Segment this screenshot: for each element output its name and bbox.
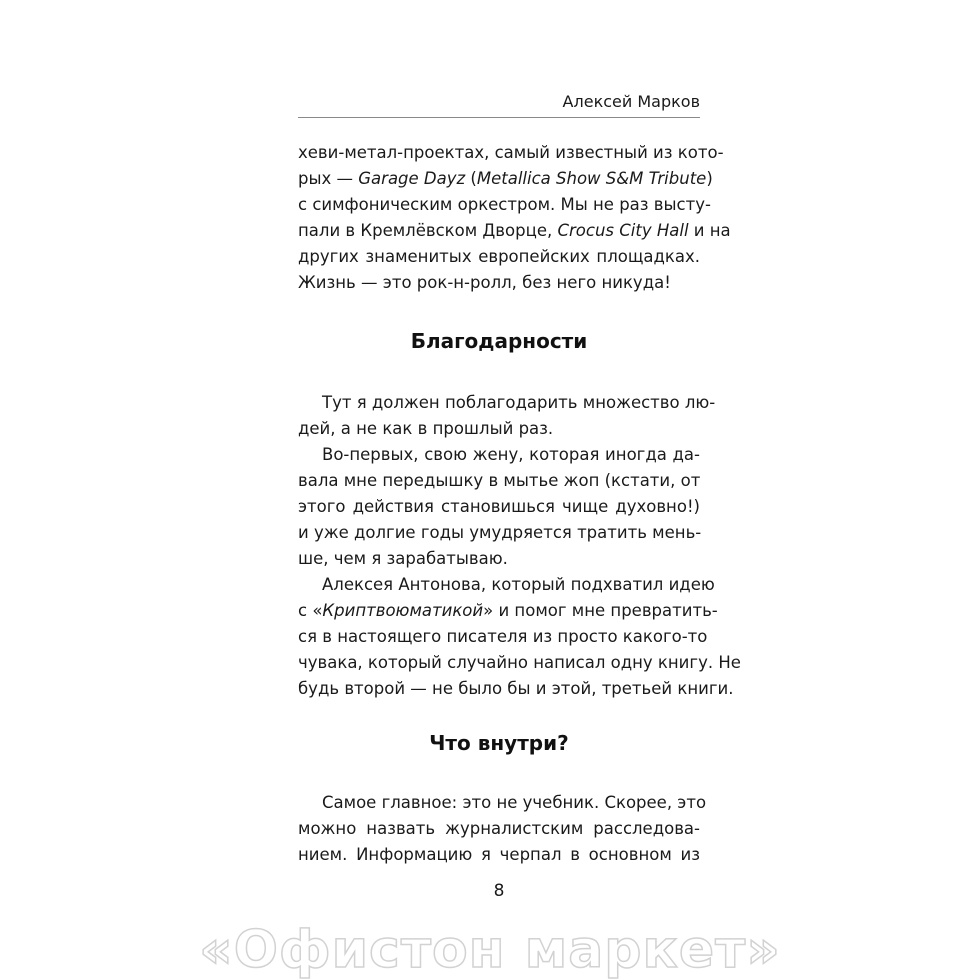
- text-line: вала мне передышку в мытье жоп (кстати, от: [298, 471, 701, 490]
- italic-title: Crocus City Hall: [557, 221, 689, 240]
- section-heading-inside: Что внутри?: [429, 731, 569, 755]
- italic-title: Garage Dayz: [358, 169, 466, 188]
- running-head: Алексей Марков: [562, 92, 700, 111]
- text-line: Тут я должен поблагодарить множество лю-: [322, 393, 716, 412]
- text-line: с симфоническим оркестром. Мы не раз высту-: [298, 195, 711, 214]
- text-run: и на: [688, 221, 731, 240]
- text-line: будь второй — не было бы и этой, третьей книги.: [298, 679, 734, 698]
- italic-title: Metallica Show S&M Tribute: [476, 169, 707, 188]
- text-line: чувака, который случайно написал одну книгу. Не: [298, 653, 741, 672]
- text-run: рых —: [298, 169, 359, 188]
- text-run: ): [706, 169, 713, 188]
- text-run: пали в Кремлёвском Дворце,: [298, 221, 558, 240]
- text-run: (: [465, 169, 477, 188]
- text-line: [298, 218, 731, 244]
- text-line: нием. Информацию я черпал в основном из: [298, 845, 700, 864]
- intro-paragraph: [298, 140, 731, 296]
- text-line: [298, 166, 713, 192]
- header-rule: [298, 117, 700, 118]
- text-line: других знаменитых европейских площадках.: [298, 247, 700, 266]
- section-heading-thanks: Благодарности: [410, 329, 588, 353]
- text-run: » и помог мне превратить-: [483, 601, 718, 620]
- text-line: хеви-метал-проектах, самый известный из кото-: [298, 143, 724, 162]
- page-number: 8: [493, 881, 505, 901]
- text-line: ше, чем я зарабатываю.: [298, 549, 508, 568]
- text-line: можно назвать журналистским расследова-: [298, 819, 700, 838]
- store-watermark: «Офистон маркет»: [199, 920, 781, 980]
- inside-paragraph: [298, 790, 707, 868]
- text-line: Самое главное: это не учебник. Скорее, это: [322, 793, 707, 812]
- italic-title: Криптвоюматикой: [322, 601, 484, 620]
- text-line: дей, а не как в прошлый раз.: [298, 419, 554, 438]
- text-line: Алексея Антонова, который подхватил идею: [322, 575, 715, 594]
- text-line: Жизнь — это рок-н-ролл, без него никуда!: [298, 273, 671, 292]
- text-line: этого действия становишься чище духовно!): [298, 497, 700, 516]
- text-line: Во-первых, свою жену, которая иногда да-: [322, 445, 700, 464]
- text-line: и уже долгие годы умудряется тратить мень-: [298, 523, 702, 542]
- text-line: [298, 598, 718, 624]
- text-line: ся в настоящего писателя из просто какого-то: [298, 627, 708, 646]
- text-run: с «: [298, 601, 323, 620]
- thanks-paragraphs: [298, 390, 741, 702]
